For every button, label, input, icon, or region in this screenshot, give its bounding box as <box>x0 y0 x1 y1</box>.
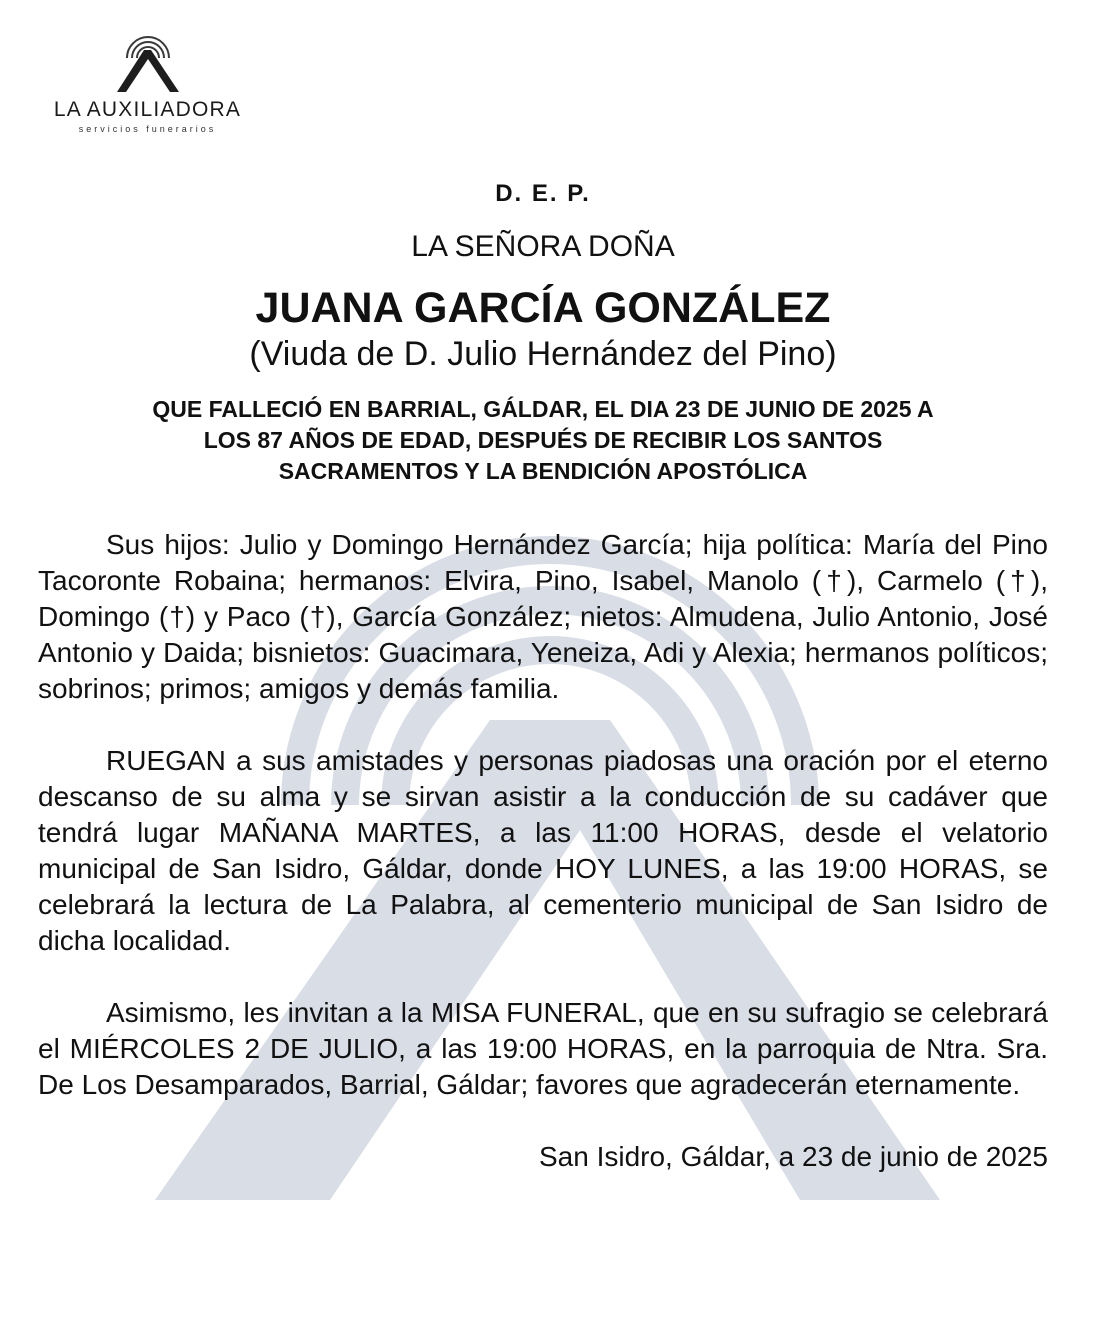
widow-of: (Viuda de D. Julio Hernández del Pino) <box>249 335 837 373</box>
company-logo <box>40 28 255 138</box>
deceased-name: JUANA GARCÍA GONZÁLEZ <box>255 284 831 332</box>
place-date: San Isidro, Gáldar, a 23 de junio de 2025 <box>538 1141 1048 1172</box>
brand-name: LA AUXILIADORA <box>53 98 242 121</box>
funeral-mass-paragraph: Asimismo, les invitan a la MISA FUNERAL, que en su sufragio se celebrará el MIÉRCOLES 2 DE JULIO, a las 19:00 HORAS, en la parroquia de Ntra. Sra. De Los Desamparados, Barrial, Gáldar; favores que agradecerán eternamente. <box>38 997 1048 1100</box>
dep-heading: D. E. P. <box>495 180 591 207</box>
death-line: LOS 87 AÑOS DE EDAD, DESPUÉS DE RECIBIR LOS SANTOS <box>203 427 883 453</box>
obituary-notice <box>38 180 1048 1175</box>
death-line: SACRAMENTOS Y LA BENDICIÓN APOSTÓLICA <box>278 458 808 484</box>
death-line: QUE FALLECIÓ EN BARRIAL, GÁLDAR, EL DIA 23 DE JUNIO DE 2025 A <box>152 396 934 422</box>
family-paragraph: Sus hijos: Julio y Domingo Hernández García; hija política: María del Pino Tacoronte Robaina; hermanos: Elvira, Pino, Isabel, Manolo (†), Carmelo (†), Domingo (†) y Paco (†), García González; nietos: Almudena, Julio Antonio, José Antonio y Daida; bisnietos: Guacimara, Yeneiza, Adi y Alexia; hermanos políticos; sobrinos; primos; amigos y demás familia. <box>38 529 1048 704</box>
honorific: LA SEÑORA DOÑA <box>411 230 675 263</box>
funeral-request-paragraph: RUEGAN a sus amistades y personas piadosas una oración por el eterno descanso de su alma y se sirvan asistir a la conducción de su cadáver que tendrá lugar MAÑANA MARTES, a las 11:00 HORAS, desde el velatorio municipal de San Isidro, Gáldar, donde HOY LUNES, a las 19:00 HORAS, se celebrará la lectura de La Palabra, al cementerio municipal de San Isidro de dicha localidad. <box>38 745 1048 956</box>
death-announcement <box>63 394 1023 487</box>
brand-tagline: servicios funerarios <box>78 124 217 134</box>
logo-a-icon <box>113 28 183 96</box>
